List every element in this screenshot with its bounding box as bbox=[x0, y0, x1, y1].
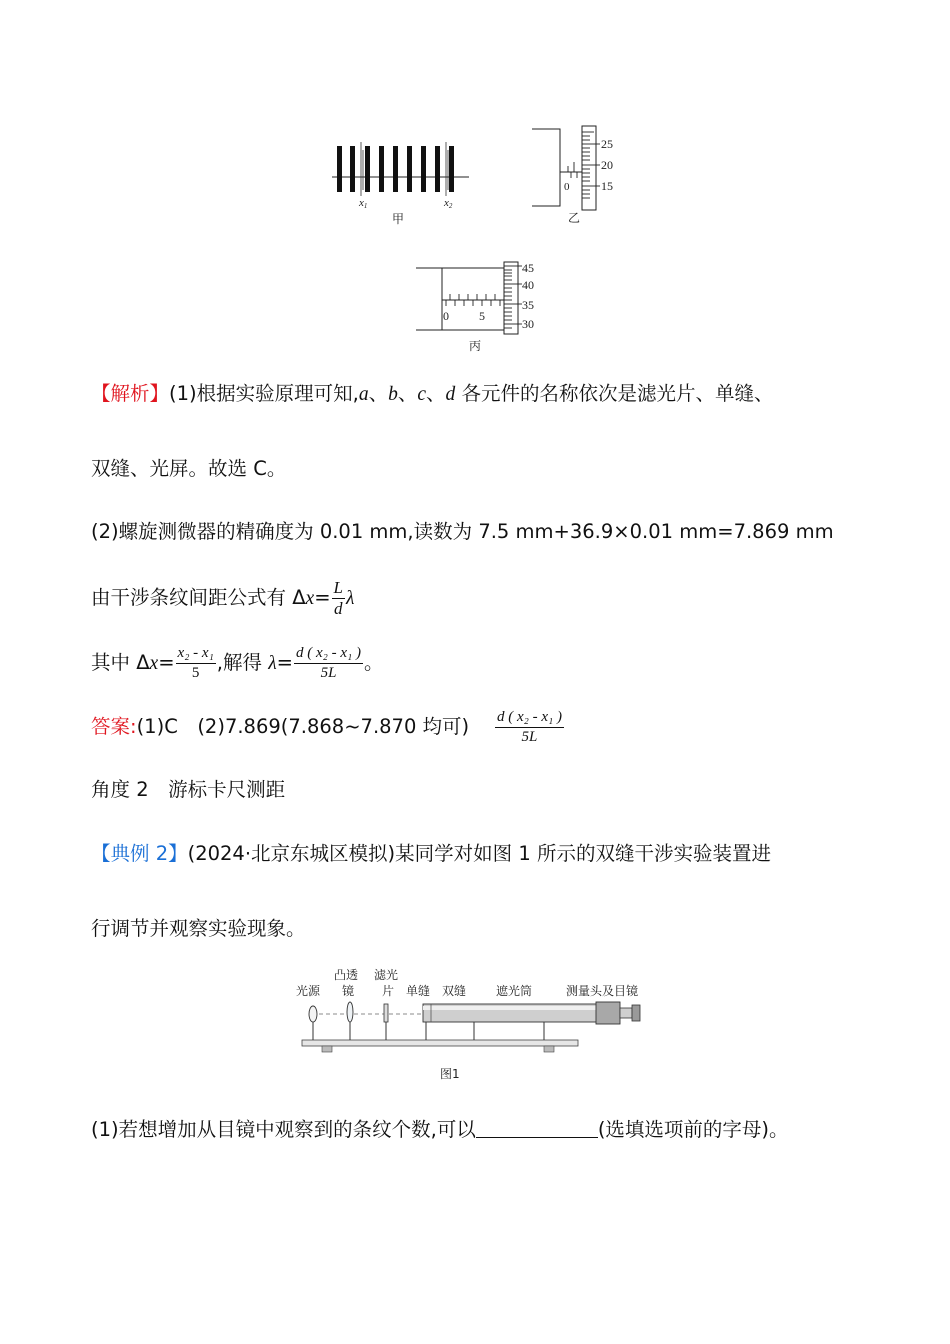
analysis-line-2: 双缝、光屏。故选 C。 bbox=[91, 457, 287, 480]
fraction-dx-over-5: $\frac{\text{x₂ - x₁}}{5}$ bbox=[177, 645, 214, 681]
example-line-1: 【典例 2】(2024·北京东城区模拟)某同学对如图 1 所示的双缝干涉实验装置进 bbox=[91, 842, 771, 865]
figure-yi-label: 乙 bbox=[568, 211, 581, 225]
tick-30: 30 bbox=[522, 317, 534, 331]
label-filter-1: 滤光 bbox=[374, 968, 399, 982]
example-line-2: 行调节并观察实验现象。 bbox=[91, 917, 306, 940]
figure-yi bbox=[530, 124, 630, 228]
answer-line bbox=[91, 708, 565, 747]
x1-label: x1 bbox=[359, 197, 368, 210]
figure-bing-label: 丙 bbox=[469, 339, 482, 353]
label-single-slit: 单缝 bbox=[406, 984, 431, 998]
label-lens-1: 凸透 bbox=[334, 968, 359, 982]
zero-label: 0 bbox=[443, 309, 449, 323]
figure-jia bbox=[328, 140, 473, 230]
figure-jia-label: 甲 bbox=[392, 212, 405, 226]
five-label: 5 bbox=[479, 309, 485, 323]
answer-tag: 答案: bbox=[91, 715, 137, 738]
fraction-L-over-d: $\frac{L}{d}$ bbox=[333, 578, 344, 618]
micrometer-bing bbox=[414, 258, 554, 358]
answer-blank[interactable] bbox=[476, 1117, 598, 1138]
section-heading: 角度 2 游标卡尺测距 bbox=[91, 778, 286, 801]
label-source: 光源 bbox=[296, 984, 321, 998]
tick-25: 25 bbox=[601, 137, 613, 151]
label-lens-2: 镜 bbox=[342, 984, 355, 998]
label-eyepiece: 测量头及目镜 bbox=[566, 984, 639, 998]
label-double-slit: 双缝 bbox=[442, 984, 467, 998]
analysis-formula-2: 其中 Δx= $\frac{\text{x₂ - x₁}}{5}$ ,解得 λ= $\frac{\text{d ( x₂ - x₁ )}}{5L}$ 。 bbox=[91, 645, 384, 681]
label-tube: 遮光筒 bbox=[496, 984, 533, 998]
analysis-tag: 【解析】 bbox=[91, 382, 170, 405]
figure-apparatus bbox=[296, 964, 666, 1089]
figure-1-caption: 图1 bbox=[440, 1067, 460, 1081]
tick-45: 45 bbox=[522, 261, 534, 275]
answer-fraction: $\frac{\text{d ( x₂ - x₁ )}}{5L}$ bbox=[496, 709, 562, 745]
analysis-line-3: (2)螺旋测微器的精确度为 0.01 mm,读数为 7.5 mm+36.9×0.01 mm=7.869 mm bbox=[91, 520, 834, 543]
double-slit-apparatus bbox=[296, 964, 666, 1089]
example-tag: 【典例 2】 bbox=[91, 842, 188, 865]
micrometer-yi bbox=[530, 124, 630, 228]
analysis-line-1: 【解析】(1)根据实验原理可知,a、b、c、d 各元件的名称依次是滤光片、单缝、 bbox=[91, 382, 774, 405]
tick-35: 35 bbox=[522, 298, 534, 312]
zero-label: 0 bbox=[564, 181, 570, 193]
tick-40: 40 bbox=[522, 278, 534, 292]
answer-text: (1)C (2)7.869(7.868~7.870 均可) bbox=[136, 715, 470, 738]
fringe-pattern bbox=[328, 140, 473, 230]
label-filter-2: 片 bbox=[382, 984, 395, 998]
figure-bing bbox=[414, 258, 554, 358]
tick-20: 20 bbox=[601, 158, 613, 172]
fraction-lambda: $\frac{\text{d ( x₂ - x₁ )}}{5L}$ bbox=[296, 645, 361, 681]
analysis-formula-1: 由干涉条纹间距公式有 Δx= $\frac{L}{d}$ λ bbox=[91, 578, 355, 618]
question-1: (1)若想增加从目镜中观察到的条纹个数,可以 (选填选项前的字母)。 bbox=[91, 1118, 789, 1141]
x2-label: x2 bbox=[444, 197, 453, 210]
tick-15: 15 bbox=[601, 179, 613, 193]
